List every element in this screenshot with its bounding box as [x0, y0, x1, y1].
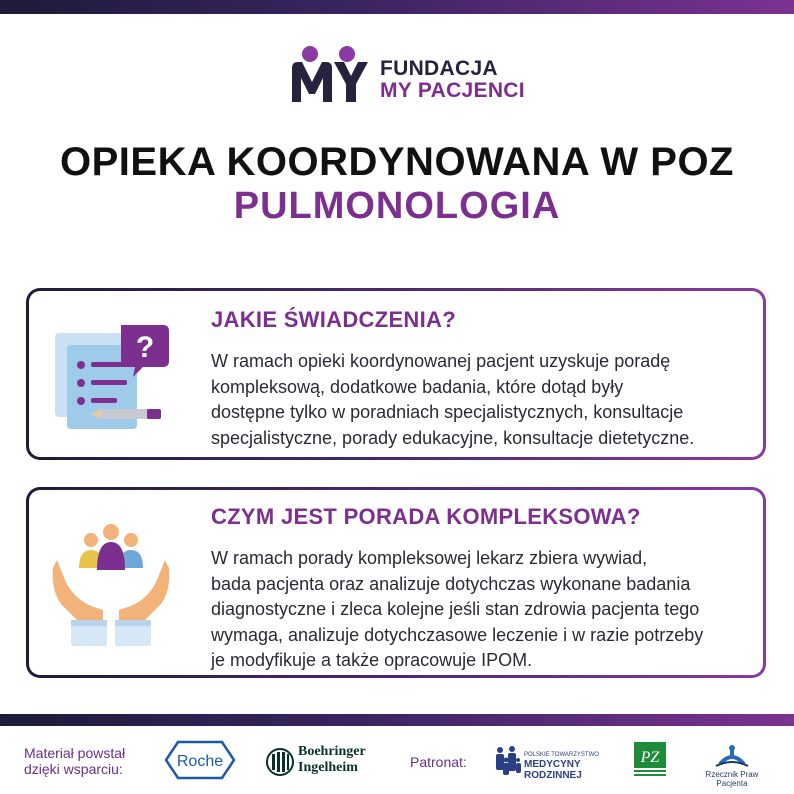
- family-group-icon: [492, 744, 522, 778]
- card-body-line: diagnostyczne i zleca kolejne jeśli stan zdrowia pacjenta tego: [211, 599, 700, 619]
- ptmr-logo: [492, 744, 612, 780]
- card-heading: JAKIE ŚWIADCZENIA?: [211, 307, 456, 332]
- top-accent-bar: [0, 0, 794, 14]
- ptmr-big-text: MEDYCYNY RODZINNEJ: [524, 759, 582, 781]
- page-subtitle: PULMONOLOGIA: [233, 185, 561, 227]
- ptmr-small-text: POLSKIE TOWARZYSTWO: [524, 752, 599, 758]
- boehringer-line: Boehringer: [298, 744, 366, 759]
- pz-logo: [632, 740, 668, 780]
- roche-logo: [164, 740, 236, 780]
- support-label-line: dzięki wsparciu:: [24, 761, 123, 777]
- pz-logo-text: PZ: [640, 749, 660, 766]
- documents-question-icon: [51, 319, 171, 431]
- rzecznik-emblem-icon: [690, 740, 774, 770]
- hands-holding-people-icon: [51, 520, 171, 655]
- card-body-line: wymaga, analizuje dotychczasowe leczenie i w razie potrzeby: [211, 624, 704, 645]
- card-heading: CZYM JEST PORADA KOMPLEKSOWA?: [211, 504, 641, 529]
- roche-logo-text: Roche: [176, 753, 224, 770]
- logo-line1: FUNDACJA: [380, 57, 498, 80]
- rzecznik-logo: [690, 740, 774, 788]
- card-body-line: dostępne tylko w poradniach specjalistycznych, konsultacje: [211, 402, 684, 422]
- support-label-line: Materiał powstał: [24, 745, 126, 761]
- info-card-services: [26, 288, 766, 460]
- page-title: OPIEKA KOORDYNOWANA W POZ: [60, 140, 734, 184]
- rzecznik-text: Rzecznik Praw Pacjenta: [705, 770, 759, 788]
- logo-text: [380, 58, 525, 102]
- support-label: [24, 745, 125, 777]
- card-body-line: bada pacjenta oraz analizuje dotychczas wykonane badania: [211, 573, 691, 594]
- card-body: [211, 546, 759, 674]
- card-body-line: kompleksową, dodatkowe badania, które dotąd były: [211, 376, 624, 397]
- card-body-line: W ramach opieki koordynowanej pacjent uzyskuje poradę: [211, 351, 671, 371]
- patronat-label: Patronat:: [410, 754, 467, 770]
- info-card-complex-advice: [26, 487, 766, 678]
- card-body-line: W ramach porady kompleksowej lekarz zbiera wywiad,: [211, 548, 648, 568]
- boehringer-text: [298, 744, 366, 776]
- logo-line2: MY PACJENCI: [380, 79, 525, 102]
- card-body-line: je modyfikuje a także opracowuje IPOM.: [211, 650, 533, 670]
- boehringer-logo: [266, 744, 376, 780]
- boehringer-line: Ingelheim: [298, 760, 358, 775]
- card-body-line: specjalistyczne, porady edukacyjne, konsultacje dietetyczne.: [211, 427, 695, 448]
- foundation-logo: [290, 44, 530, 106]
- svg-text:?: ?: [135, 331, 155, 364]
- ptmr-text: [524, 752, 612, 781]
- boehringer-emblem-icon: [266, 746, 294, 778]
- card-body: [211, 349, 759, 451]
- bottom-accent-bar: [0, 714, 794, 726]
- my-logo-mark-icon: [290, 44, 370, 106]
